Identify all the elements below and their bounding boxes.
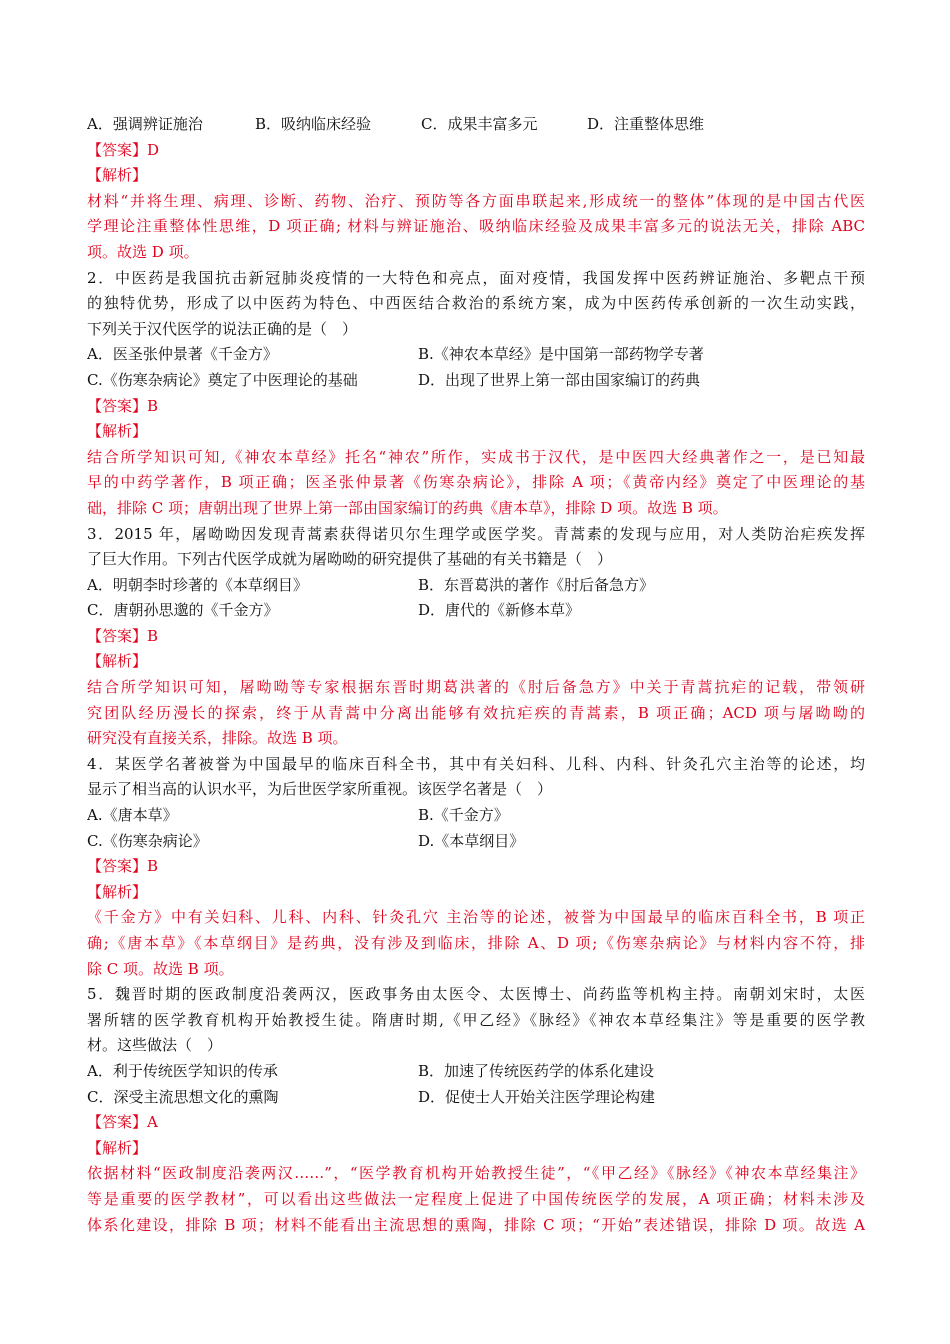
q4-analysis-label: 【解析】 [87, 882, 148, 901]
q2-stem-line: 的独特优势，形成了以中医药为特色、中西医结合救治的系统方案，成为中医药传承创新的一次生动实践， [87, 294, 865, 313]
q2-options-row [87, 342, 865, 368]
q4-answer: 【答案】B [87, 857, 159, 876]
q5-options-row [87, 1059, 865, 1085]
q2-analysis-label: 【解析】 [87, 422, 148, 441]
q4-stem-line: 4．某医学名著被誉为中国最早的临床百科全书，其中有关妇科、儿科、内科、针灸孔穴主治等的论述，均 [87, 754, 865, 773]
q2-analysis-line: 早的中药学著作，B 项正确；医圣张仲景著《伤寒杂病论》，排除 A 项；《黄帝内经》奠定了中医理论的基 [87, 473, 865, 492]
q4-stem-line: 显示了相当高的认识水平，为后世医学家所重视。该医学名著是（ ） [87, 780, 553, 799]
q1-option-c: C．成果丰富多元 [421, 115, 538, 133]
q1-option-a: A．强调辨证施治 [87, 115, 203, 133]
q4-analysis-line: 除 C 项。故选 B 项。 [87, 959, 234, 978]
q3-analysis-line: 究团队经历漫长的探索，终于从青蒿中分离出能够有效抗疟疾的青蒿素，B 项正确；ACD 项与屠呦呦的 [87, 703, 865, 722]
q2-analysis-line: 结合所学知识可知,《神农本草经》托名“神农”所作，实成书于汉代，是中医四大经典著作之一，是已知最 [87, 447, 865, 466]
q2-analysis-line: 础，排除 C 项；唐朝出现了世界上第一部由国家编订的药典《唐本草》，排除 D 项。故选 B 项。 [87, 498, 728, 517]
q4-analysis-line: 《千金方》中有关妇科、儿科、内科、针灸孔穴 主治等的论述，被誉为中国最早的临床百科全书，B 项正 [87, 908, 865, 927]
document-page [87, 112, 865, 1238]
q5-stem-line: 5．魏晋时期的医政制度沿袭两汉，医政事务由太医令、太医博士、尚药监等机构主持。南朝刘宋时，太医 [87, 985, 865, 1004]
q2-answer: 【答案】B [87, 396, 159, 415]
q5-analysis-line: 等是重要的医学教材”，可以看出这些做法一定程度上促进了中国传统医学的发展，A 项正确；材料未涉及 [87, 1189, 865, 1208]
q1-analysis-line: 项。故选 D 项。 [87, 242, 199, 261]
q1-option-d: D．注重整体思维 [587, 115, 705, 133]
q2-stem-line: 下列关于汉代医学的说法正确的是（ ） [87, 319, 358, 338]
q3-stem-line: 了巨大作用。下列古代医学成就为屠呦呦的研究提供了基础的有关书籍是（ ） [87, 550, 613, 569]
q3-analysis-label: 【解析】 [87, 652, 148, 671]
q1-answer: 【答案】D [87, 140, 160, 159]
q3-answer: 【答案】B [87, 626, 159, 645]
q3-analysis-line: 研究没有直接关系，排除。故选 B 项。 [87, 729, 348, 748]
q5-analysis-line: 体系化建设，排除 B 项；材料不能看出主流思想的熏陶，排除 C 项；“开始”表述错误，排除 D 项。故选 A [87, 1215, 865, 1234]
q4-option-d: D.《本草纲目》 [418, 831, 525, 850]
q2-option-b: B.《神农本草经》是中国第一部药物学专著 [418, 345, 704, 364]
q3-options-row [87, 573, 865, 599]
q2-option-d: D．出现了世界上第一部由国家编订的药典 [418, 370, 701, 389]
q2-option-a: A．医圣张仲景著《千金方》 [87, 345, 278, 364]
q1-options [87, 112, 865, 138]
q2-options-row [87, 368, 865, 394]
q3-analysis-line: 结合所学知识可知，屠呦呦等专家根据东晋时期葛洪著的《肘后备急方》中关于青蒿抗疟的记载，带领研 [87, 678, 865, 697]
q4-option-a: A.《唐本草》 [87, 806, 178, 825]
q5-options-row [87, 1085, 865, 1111]
q2-option-c: C.《伤寒杂病论》奠定了中医理论的基础 [87, 370, 358, 389]
q5-option-b: B．加速了传统医药学的体系化建设 [418, 1061, 655, 1080]
q3-stem-line: 3．2015 年，屠呦呦因发现青蒿素获得诺贝尔生理学或医学奖。青蒿素的发现与应用，对人类防治疟疾发挥 [87, 524, 865, 543]
q1-analysis-line: 材料“并将生理、病理、诊断、药物、治疗、预防等各方面串联起来,形成统一的整体”体现的是中国古代医 [87, 191, 865, 210]
q5-analysis-line: 依据材料“医政制度沿袭两汉……”，“医学教育机构开始教授生徒”，“《甲乙经》《脉经》《神农本草经集注》 [87, 1164, 865, 1183]
q5-answer: 【答案】A [87, 1113, 158, 1132]
q4-option-c: C.《伤寒杂病论》 [87, 831, 208, 850]
q5-stem-line: 署所辖的医学教育机构开始教授生徒。隋唐时期,《甲乙经》《脉经》《神农本草经集注》等是重要的医学教 [87, 1010, 865, 1029]
q5-stem-line: 材。这些做法（ ） [87, 1036, 223, 1055]
q1-analysis-line: 学理论注重整体性思维，D 项正确; 材料与辨证施治、吸纳临床经验及成果丰富多元的说法无关，排除 ABC [87, 217, 865, 236]
q2-stem-line: 2．中医药是我国抗击新冠肺炎疫情的一大特色和亮点，面对疫情，我国发挥中医药辨证施治、多靶点干预 [87, 268, 865, 287]
q5-analysis-label: 【解析】 [87, 1138, 148, 1157]
q5-option-d: D．促使士人开始关注医学理论构建 [418, 1087, 656, 1106]
q3-option-b: B．东晋葛洪的著作《肘后备急方》 [418, 575, 655, 594]
q4-options-row [87, 829, 865, 855]
q3-options-row [87, 598, 865, 624]
q1-analysis-label: 【解析】 [87, 166, 148, 185]
q3-option-a: A．明朝李时珍著的《本草纲目》 [87, 575, 308, 594]
q5-option-c: C．深受主流思想文化的熏陶 [87, 1087, 279, 1106]
q3-option-c: C．唐朝孙思邈的《千金方》 [87, 601, 279, 620]
q1-option-b: B．吸纳临床经验 [255, 115, 372, 133]
q4-analysis-line: 确;《唐本草》《本草纲目》是药典，没有涉及到临床，排除 A、D 项;《伤寒杂病论》与材料内容不符，排 [87, 934, 865, 952]
q4-options-row [87, 803, 865, 829]
q5-option-a: A．利于传统医学知识的传承 [87, 1061, 278, 1080]
q3-option-d: D．唐代的《新修本草》 [418, 601, 581, 620]
q4-option-b: B.《千金方》 [418, 806, 509, 825]
